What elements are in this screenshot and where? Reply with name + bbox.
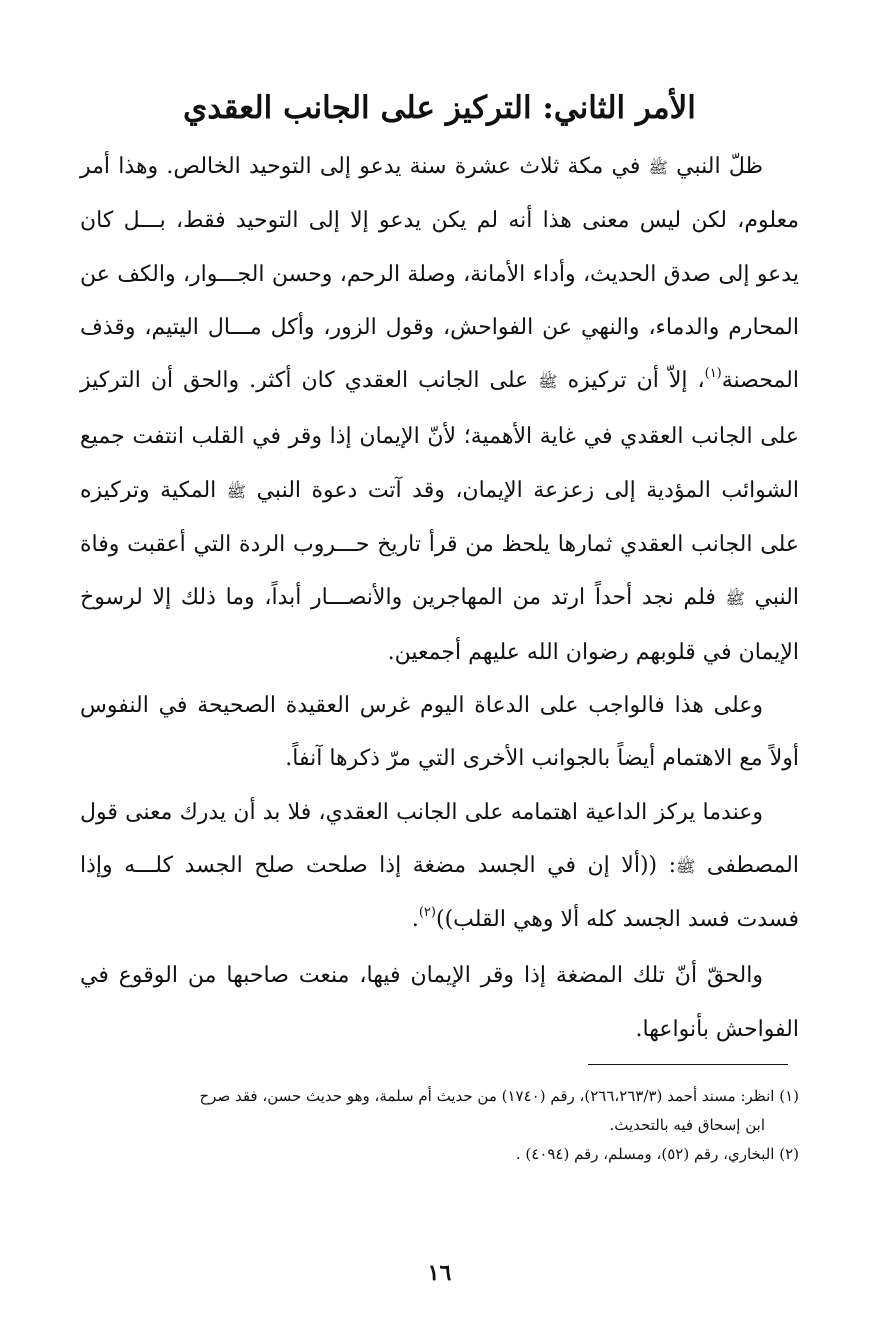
- text-run: ظلّ النبي: [667, 154, 764, 179]
- text-run: الفواحش بأنواعها.: [635, 1016, 799, 1042]
- text-run: كان يدعو إلى صدق الحديث، وأداء الأمانة، وصلة الرحم، وحسن الجـــوار،: [80, 208, 799, 287]
- footnote: [80, 1140, 799, 1169]
- honorific-mark: ﷺ: [538, 372, 558, 392]
- text-run: أمر معلوم، لكن ليس معنى هذا أنه لم يكن يدعو إلا إلى التوحيد فقط، بـــل: [80, 154, 800, 234]
- footnote-ref: (٢): [418, 905, 436, 921]
- text-run: اليتيم، وقذف المحصنة: [80, 314, 799, 394]
- text-run: أولاً مع الاهتمام أيضاً بالجوانب الأخرى التي مرّ ذكرها آنفاً.: [285, 746, 799, 772]
- text-run: والحقّ أنّ تلك المضغة إذا وقر الإيمان فيها، منعت صاحبها من الوقوع في: [80, 963, 763, 989]
- section-heading: الأمر الثاني: التركيز على الجانب العقدي: [183, 90, 696, 126]
- text-run: .: [411, 907, 419, 933]
- paragraph: [80, 786, 799, 950]
- text-run: أبداً، وما ذلك إلا لرسوخ الإيمان في قلوبهم رضوان الله عليهم أجمعين.: [80, 585, 799, 665]
- honorific-mark: ﷺ: [676, 856, 696, 876]
- footnote: [80, 1082, 799, 1111]
- paragraph: [80, 949, 799, 1056]
- footnote-text: ابن إسحاق فيه بالتحديث.: [609, 1116, 765, 1134]
- text-run: القلب انتفت جميع الشوائب المؤدية إلى زعزعة الإيمان، وقد آتت دعوة النبي: [80, 424, 799, 503]
- footnote-continuation: [80, 1111, 799, 1140]
- text-run: المكية وتركيزه على الجانب العقدي ثمارها يلحظ من قرأ تاريخ حـــروب: [80, 477, 799, 558]
- footnote-text: (٢) البخاري، رقم (٥٢)، ومسلم، رقم (٤٠٩٤) .: [515, 1145, 799, 1163]
- text-run: على الجانب العقدي كان أكثر.: [249, 368, 539, 394]
- text-run: وعندما يركز الداعية اهتمامه على الجانب العقدي، فلا بد أن يدرك معنى: [125, 799, 763, 825]
- text-run: فلم نجد أحداً ارتد من المهاجرين والأنصـــار: [311, 585, 726, 611]
- text-run: وإذا فسدت فسد الجسد كله ألا وهي القلب)): [80, 852, 799, 933]
- paragraph: [80, 140, 799, 679]
- footnote-text: (١) انظر: مسند أحمد (٢٦٦،٢٦٣/٣)، رقم (١٧٤٠) من حديث أم سلمة، وهو حديث حسن، فقد صرح: [199, 1087, 799, 1105]
- footnotes: [80, 1082, 799, 1169]
- text-run: ، إلاّ أن تركيزه: [557, 368, 705, 394]
- text-run: الردة التي أعقبت وفاة النبي: [80, 532, 799, 611]
- footnote-separator: [588, 1064, 788, 1065]
- text-run: والكف عن المحارم والدماء، والنهي عن الفواحش، وقول الزور، وأكل مـــال: [80, 261, 799, 340]
- body-text: [80, 140, 799, 1056]
- text-run: والحق أن التركيز على الجانب العقدي في غاية الأهمية؛ لأنّ الإيمان إذا وقر في: [80, 368, 799, 450]
- text-run: : ((ألا إن في الجسد مضغة إذا صلحت صلح الجسد كلـــه: [124, 852, 677, 878]
- page-number: ١٦: [427, 1260, 452, 1286]
- honorific-mark: ﷺ: [648, 158, 668, 177]
- honorific-mark: ﷺ: [226, 481, 247, 501]
- honorific-mark: ﷺ: [725, 589, 745, 609]
- text-run: قول المصطفى: [80, 799, 800, 878]
- footnote-ref: (١): [704, 366, 722, 382]
- text-run: في مكة ثلاث عشرة سنة يدعو إلى التوحيد الخالص. وهذا: [118, 154, 649, 179]
- paragraph: [80, 679, 799, 786]
- text-run: وعلى هذا فالواجب على الدعاة اليوم غرس العقيدة الصحيحة في النفوس: [80, 692, 763, 718]
